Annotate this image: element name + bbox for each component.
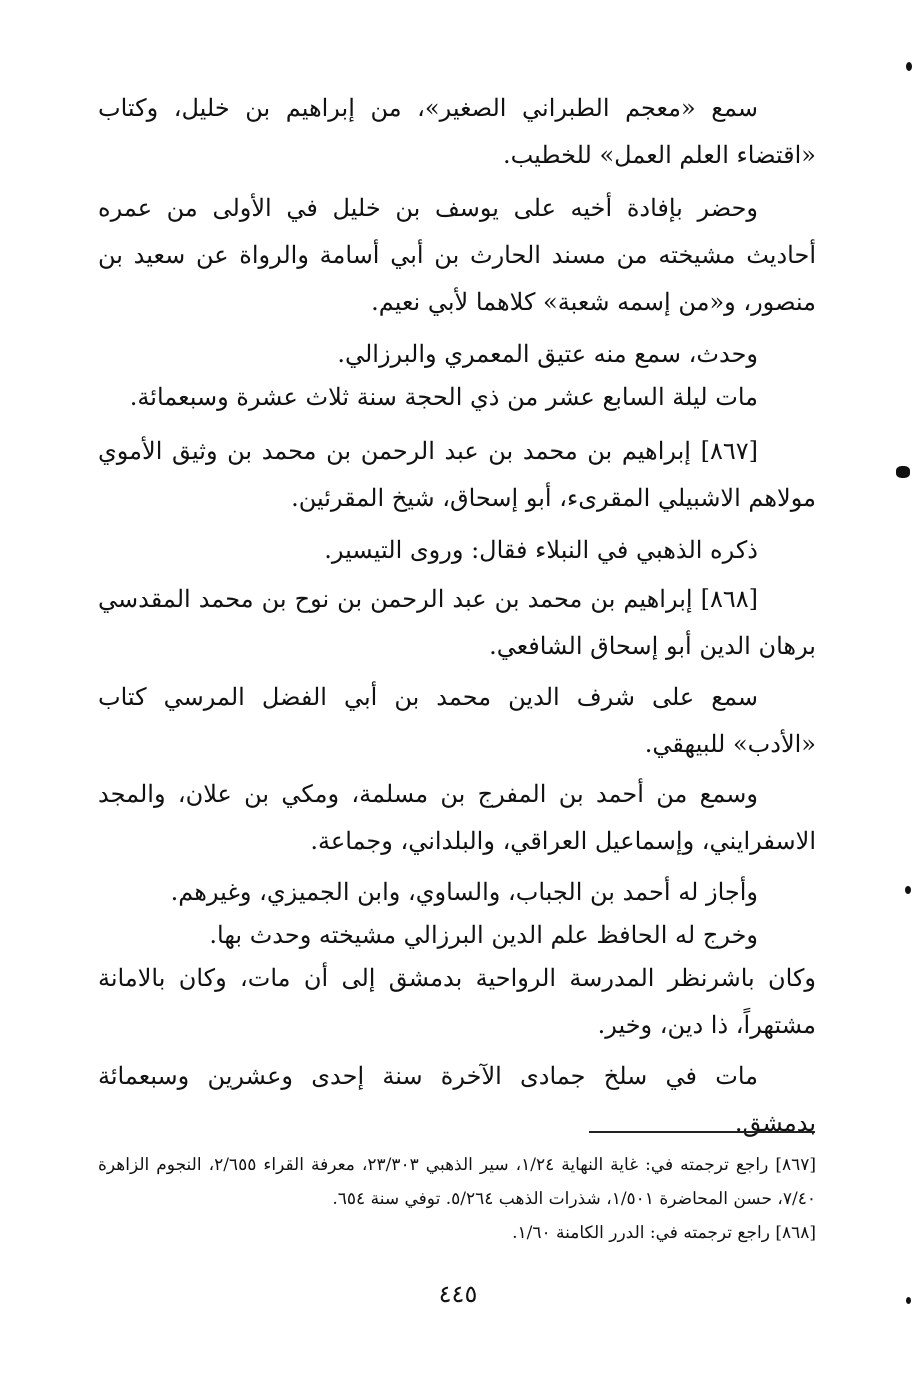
scan-speck-icon <box>906 62 912 71</box>
paragraph-1 <box>98 85 816 179</box>
paragraph-text: وخرج له الحافظ علم الدين البرزالي مشيخته وحدث بها. <box>209 921 758 949</box>
entry-heading: [٨٦٨] إبراهيم بن محمد بن عبد الرحمن بن نوح بن محمد المقدسي برهان الدين أبو إسحاق الشافعي. <box>98 585 816 660</box>
page-number: ٤٤٥ <box>438 1280 478 1308</box>
paragraph-7 <box>98 674 816 768</box>
paragraph-8 <box>98 771 816 865</box>
scan-speck-icon <box>906 1297 911 1304</box>
scan-speck-icon <box>905 886 911 894</box>
footnote-separator <box>589 1131 815 1133</box>
entry-867 <box>98 428 816 522</box>
footnote-868: [٨٦٨] راجع ترجمته في: الدرر الكامنة ١/٦٠. <box>512 1223 816 1243</box>
footnotes <box>98 1148 816 1250</box>
paragraph-text: وأجاز له أحمد بن الجباب، والساوي، وابن الجميزي، وغيرهم. <box>170 878 758 906</box>
entry-heading: [٨٦٧] إبراهيم بن محمد بن عبد الرحمن بن محمد بن وثيق الأموي مولاهم الاشبيلي المقرىء، أبو إسحاق، شيخ المقرئين. <box>98 437 816 512</box>
paragraph-text: سمع «معجم الطبراني الصغير»، من إبراهيم بن خليل، وكتاب «اقتضاء العلم العمل» للخطيب. <box>98 94 816 169</box>
footnote-867: [٨٦٧] راجع ترجمته في: غاية النهاية ١/٢٤، سير الذهبي ٢٣/٣٠٣، معرفة القراء ٢/٦٥٥، النجوم الزاهرة ٧/٤٠، حسن المحاضرة ١/٥٠١، شذرات الذهب ٥/٢٦٤. توفي سنة ٦٥٤. <box>98 1155 816 1209</box>
paragraph-text: وحدث، سمع منه عتيق المعمري والبرزالي. <box>337 340 758 368</box>
paragraph-text: ذكره الذهبي في النبلاء فقال: وروى التيسير. <box>324 536 758 564</box>
paragraph-text: مات ليلة السابع عشر من ذي الحجة سنة ثلاث عشرة وسبعمائة. <box>129 383 758 411</box>
paragraph-3 <box>98 331 816 421</box>
entry-868 <box>98 576 816 670</box>
paragraph-text: وكان باشرنظر المدرسة الرواحية بدمشق إلى أن مات، وكان بالامانة مشتهراً، ذا دين، وخير. <box>98 964 816 1039</box>
paragraph-9 <box>98 869 816 1049</box>
scan-speck-icon <box>896 466 910 478</box>
paragraph-2 <box>98 185 816 326</box>
paragraph-5 <box>98 527 816 574</box>
paragraph-text: مات في سلخ جمادى الآخرة سنة إحدى وعشرين وسبعمائة بدمشق. <box>98 1062 816 1137</box>
paragraph-text: وحضر بإفادة أخيه على يوسف بن خليل في الأولى من عمره أحاديث مشيخته من مسند الحارث بن أبي أسامة والرواة عن سعيد بن منصور، و«من إسمه شعبة» كلاهما لأبي نعيم. <box>98 194 816 316</box>
paragraph-text: سمع على شرف الدين محمد بن أبي الفضل المرسي كتاب «الأدب» للبيهقي. <box>98 683 816 758</box>
paragraph-text: وسمع من أحمد بن المفرج بن مسلمة، ومكي بن علان، والمجد الاسفرايني، وإسماعيل العراقي، والبلداني، وجماعة. <box>98 780 816 855</box>
